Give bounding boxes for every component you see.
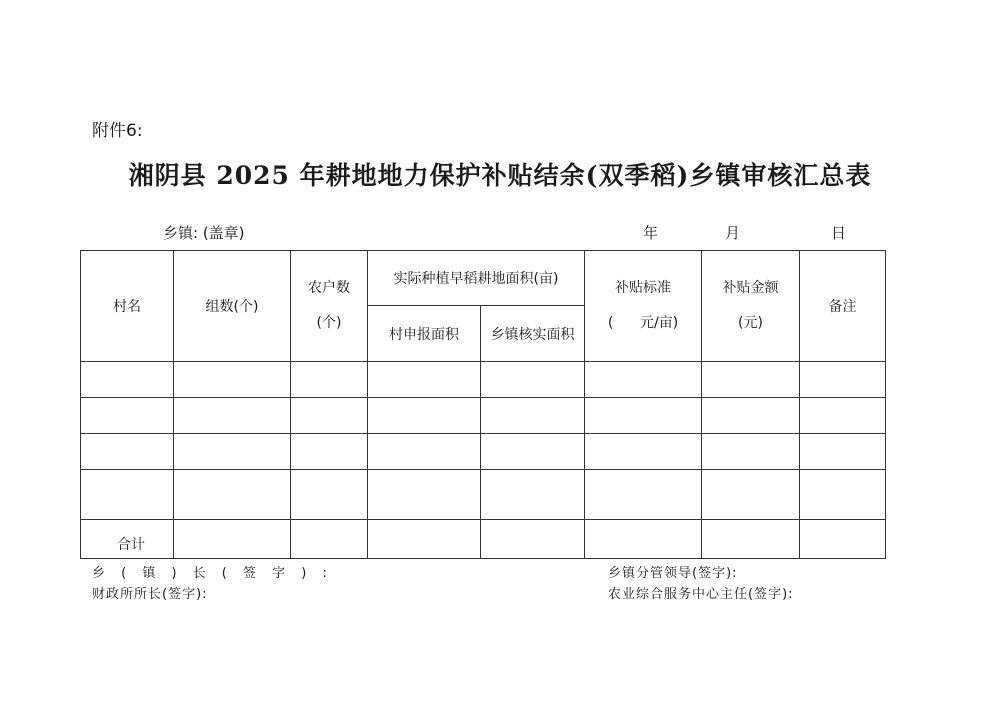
- table-row: [81, 362, 886, 398]
- table-cell: [585, 520, 702, 559]
- town-leader-signature: 乡镇分管领导(签字):: [608, 566, 738, 581]
- table-cell: [81, 470, 174, 520]
- town-head-signature: 乡 ( 镇 ) 长 ( 签 字 ) :: [92, 566, 328, 581]
- header-groups: 组数(个): [174, 251, 291, 362]
- day-label: 日: [831, 224, 847, 242]
- summary-table: [80, 250, 886, 559]
- table-cell: [481, 398, 585, 434]
- table-cell: [81, 398, 174, 434]
- table-row: [81, 434, 886, 470]
- table-cell: [481, 470, 585, 520]
- header-households: [291, 251, 368, 362]
- table-cell: [585, 398, 702, 434]
- table-cell: [174, 520, 291, 559]
- document-title: 湘阴县 2025 年耕地地力保护补贴结余(双季稻)乡镇审核汇总表: [128, 161, 872, 190]
- header-area-town: 乡镇核实面积: [481, 306, 585, 362]
- table-cell: [800, 520, 886, 559]
- table-row: [81, 470, 886, 520]
- town-seal-label: 乡镇: (盖章): [163, 224, 245, 242]
- month-label: 月: [725, 224, 741, 242]
- table-cell: [800, 362, 886, 398]
- table-cell: [174, 398, 291, 434]
- table-cell: [368, 434, 481, 470]
- header-households-line2: (个): [316, 315, 342, 331]
- table-cell: [800, 398, 886, 434]
- table-cell: [291, 398, 368, 434]
- agri-center-head-signature: 农业综合服务中心主任(签字):: [608, 587, 794, 602]
- table-cell: [585, 470, 702, 520]
- attachment-label: 附件6:: [92, 121, 143, 141]
- table-cell: [585, 362, 702, 398]
- table-cell: [702, 434, 800, 470]
- table-cell: [800, 434, 886, 470]
- table-row: [81, 398, 886, 434]
- header-area-group: 实际种植早稻耕地面积(亩): [368, 251, 585, 306]
- table-cell: [291, 362, 368, 398]
- year-label: 年: [643, 224, 659, 242]
- table-cell: [702, 362, 800, 398]
- header-standard: [585, 251, 702, 362]
- table-cell: [81, 434, 174, 470]
- header-area-village: 村申报面积: [368, 306, 481, 362]
- table-cell: [702, 398, 800, 434]
- table-cell: [368, 362, 481, 398]
- table-cell: [702, 470, 800, 520]
- table-cell: [174, 434, 291, 470]
- header-amount: [702, 251, 800, 362]
- table-cell: [481, 362, 585, 398]
- table-cell: [368, 520, 481, 559]
- table-cell: [800, 470, 886, 520]
- header-amount-line1: 补贴金额: [722, 280, 779, 297]
- header-standard-line1: 补贴标准: [615, 280, 671, 297]
- table-cell: [368, 470, 481, 520]
- table-cell: [481, 434, 585, 470]
- header-amount-line2: (元): [738, 315, 763, 331]
- table-cell: [291, 520, 368, 559]
- finance-head-signature: 财政所所长(签字):: [92, 587, 208, 602]
- total-label: 合计: [81, 520, 174, 559]
- table-cell: [291, 470, 368, 520]
- header-households-line1: 农户数: [308, 280, 350, 297]
- total-row: [81, 520, 886, 559]
- table-cell: [174, 470, 291, 520]
- table-cell: [368, 398, 481, 434]
- table-cell: [174, 362, 291, 398]
- table-cell: [585, 434, 702, 470]
- header-remarks: 备注: [800, 251, 886, 362]
- header-village: 村名: [81, 251, 174, 362]
- table-cell: [291, 434, 368, 470]
- table-cell: [702, 520, 800, 559]
- header-row-1: [81, 251, 886, 306]
- table-cell: [81, 362, 174, 398]
- table-cell: [481, 520, 585, 559]
- header-standard-line2: ( 元/亩): [607, 315, 679, 331]
